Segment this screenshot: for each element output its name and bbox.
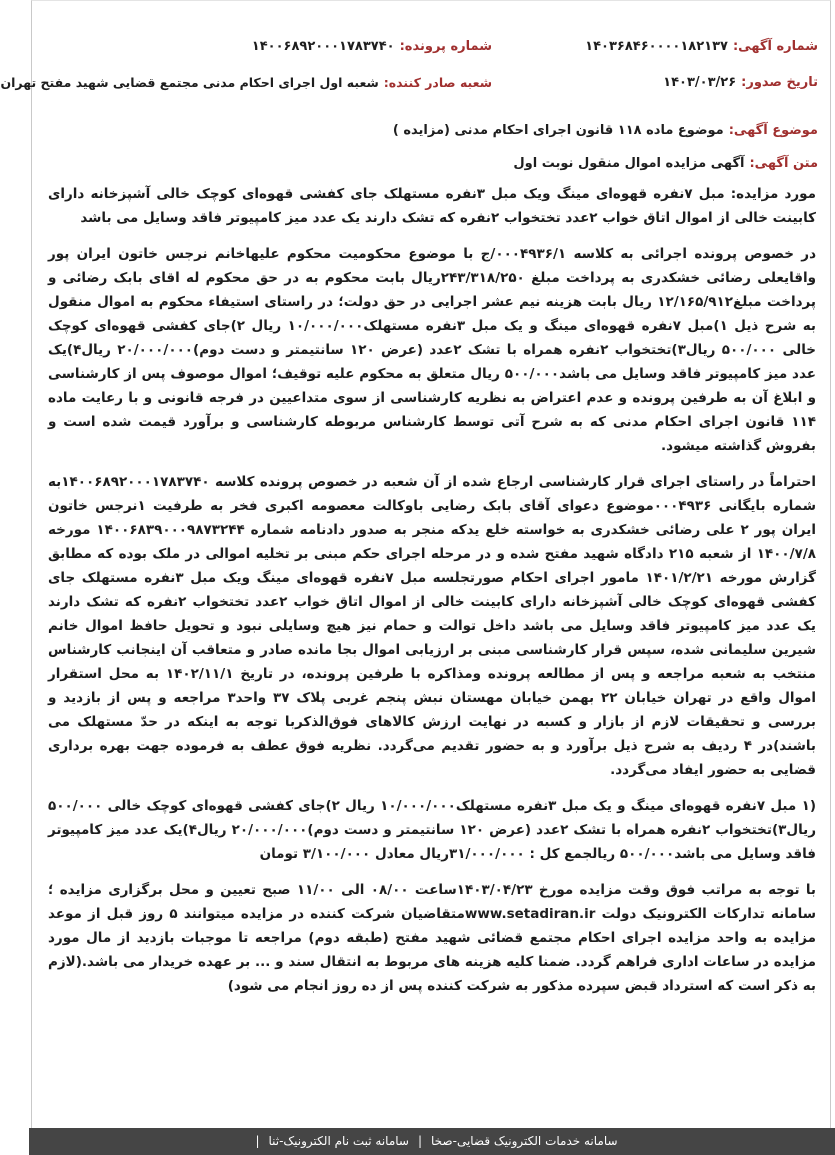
- footer-bar: [29, 1128, 835, 1155]
- footer-link-sakha[interactable]: سامانه خدمات الکترونیک قضایی-صخا: [431, 1134, 618, 1148]
- case-number: [0, 32, 492, 62]
- case-number-label: شماره پرونده:: [399, 39, 492, 54]
- setadiran-url: www.setadiran.ir: [464, 906, 596, 922]
- notice-number: [500, 32, 818, 62]
- issue-date: [500, 68, 818, 98]
- expert-report-paragraph: احتراماً در راستای اجرای قرار کارشناسی ارجاع شده از آن شعبه در خصوص پرونده کلاسه ۱۴۰۰۶۸۹۲۰۰۰۱۷۸۳۷۴۰به شماره بایگانی ۰۰۰۴۹۳۶موضوع دعوای آقای بابک رضایی باوکالت معصومه اکبری فخر به طرفیت ۱نرجس خاتون ایران پور ۲ علی رضائی خشکدری به خواسته خلع یدکه منجر به صدور دادنامه شماره ۱۴۰۰۶۸۳۹۰۰۰۹۸۷۳۲۴۴ مورخه ۱۴۰۰/۷/۸ از شعبه ۲۱۵ دادگاه شهید مفتح شده و در مرحله اجرای حکم مبنی بر تخلیه اموالی در ملک بوده که مطابق گزارش مورخه ۱۴۰۱/۲/۲۱ مامور اجرای احکام صورتجلسه مبل ۷نفره قهوه‌ای مینگ ویک مبل ۳نفره مستهلک جای کفشی قهوه‌ای کوچک خالی آشپزخانه دارای کابینت خالی از اموال اتاق خواب ۲عدد تختخواب ۲نفره که تشک دارند یک عدد میز کامپیوتر فاقد وسایل می باشد داخل توالت و حمام نیز هیچ وسایلی نبود و تحویل حافظ اموال خانم شیرین سلیمانی شده، سپس قرار کارشناسی مبنی بر ارزیابی اموال بجا مانده صادر و متعاقب آن اینجانب کارشناس منتخب به شعبه مراجعه و پس از مطالعه پرونده ومذاکره با طرفین پرونده، در تاریخ ۱۴۰۲/۱۱/۱ به محل استقرار اموال واقع در تهران خیابان ۲۲ بهمن خیابان مهستان نبش پنجم غربی پلاک ۳۷ واحد۳ مراجعه و پس از بازدید و بررسی و تحقیقات لازم از بازار و کسبه در نهایت ارزش کالاهای فوق‌الذکربا توجه به اینکه در حدّ مستهلک می باشند)در ۴ ردیف به شرح ذیل برآورد و به حضور تقدیم می‌گردد. نظریه فوق عطف به فرموده جهت بهره برداری قضایی به حضور ایفاد می‌گردد.: [48, 474, 817, 778]
- footer-link-sana[interactable]: سامانه ثبت نام الکترونیک-ثنا: [268, 1134, 409, 1148]
- footer-separator-end: |: [255, 1134, 260, 1148]
- notice-text-title: [46, 150, 818, 178]
- auction-schedule-paragraph: [48, 878, 816, 998]
- case-details-paragraph: در خصوص پرونده اجرائی به کلاسه ۰۰۰۴۹۳۶/۱/ج با موضوع محکومیت محکوم علیهاخانم نرجس خاتون ایران پور واقایعلی رضائی خشکدری به پرداخت مبلغ ۲۴۳/۳۱۸/۲۵۰ریال بابت محکوم به در حق محکوم له اقای بابک رضائی و پرداخت مبلغ۱۲/۱۶۵/۹۱۲ ریال بابت هزینه نیم عشر اجرایی در حق دولت؛ در راستای استیفاء محکوم به اموال منقول به شرح ذیل ۱)مبل ۷نفره قهوه‌ای مینگ و یک مبل ۳نفره مستهلک۱۰/۰۰۰/۰۰۰ ریال ۲)جای کفشی قهوه‌ای کوچک خالی ۵۰۰/۰۰۰ ریال۳)تختخواب ۲نفره همراه با تشک ۲عدد (عرض ۱۲۰ سانتیمتر و دست دوم)۲۰/۰۰۰/۰۰۰ ریال۴)یک عدد میز کامپیوتر فاقد وسایل می باشد۵۰۰/۰۰۰ ریال متعلق به محکوم علیه توقیف؛ اموال موصوف پس از کارشناسی و ابلاغ آن به طرفین پرونده و عدم اعتراض به نظریه کارشناسی از سوی متداعیین در فرجه قانونی و با رعایت ماده ۱۱۴ قانون اجرای احکام مدنی که به شرح آتی توسط کارشناس مربوطه کارشناسی و برآورد قیمت شده است و بفروش گذاشته میشود.: [48, 246, 817, 454]
- notice-subject-label: موضوع آگهی:: [728, 123, 818, 138]
- footer-separator: |: [417, 1134, 423, 1148]
- notice-number-value: ۱۴۰۳۶۸۴۶۰۰۰۰۱۸۲۱۳۷: [585, 39, 728, 54]
- notice-text-label: متن آگهی:: [749, 156, 818, 171]
- schedule-text-before: با توجه به مراتب فوق وقت مزایده مورخ ۱۴۰۳/۰۴/۲۳ساعت ۰۸/۰۰ الی ۱۱/۰۰ صبح تعیین و محل برگزاری مزایده ؛سامانه تدارکات الکترونیک دولت: [48, 882, 816, 922]
- auction-items-paragraph: مورد مزایده: مبل ۷نفره قهوه‌ای مینگ ویک مبل ۳نفره مستهلک جای کفشی قهوه‌ای کوچک خالی آشپزخانه دارای کابینت خالی از اموال اتاق خواب ۲عدد تختخواب ۲نفره که تشک دارند یک عدد میز کامپیوتر فاقد وسایل می باشد: [48, 186, 816, 226]
- valuation-paragraph: (۱ مبل ۷نفره قهوه‌ای مینگ و یک مبل ۳نفره مستهلک۱۰/۰۰۰/۰۰۰ ریال ۲)جای کفشی قهوه‌ای کوچک خالی ۵۰۰/۰۰۰ ریال۳)تختخواب ۲نفره همراه با تشک ۲عدد (عرض ۱۲۰ سانتیمتر و دست دوم)۲۰/۰۰۰/۰۰۰ ریال۴)یک عدد میز کامپیوتر فاقد وسایل می باشد۵۰۰/۰۰۰ ریالجمع کل : ۳۱/۰۰۰/۰۰۰ریال معادل ۳/۱۰۰/۰۰۰ تومان: [48, 798, 816, 862]
- issuing-branch-label: شعبه صادر کننده:: [383, 75, 492, 90]
- issue-date-label: تاریخ صدور:: [741, 75, 818, 90]
- notice-text-title-value: آگهی مزایده اموال منقول نوبت اول: [513, 156, 745, 171]
- issuing-branch: [0, 68, 492, 98]
- notice-number-label: شماره آگهی:: [732, 39, 818, 54]
- issuing-branch-value: شعبه اول اجرای احکام مدنی مجتمع قضایی شهید مفتح تهران: [0, 75, 379, 90]
- notice-subject-value: موضوع ماده ۱۱۸ قانون اجرای احکام مدنی (مزایده ): [392, 123, 724, 138]
- issue-date-value: ۱۴۰۳/۰۳/۲۶: [663, 75, 737, 90]
- case-number-value: ۱۴۰۰۶۸۹۲۰۰۰۱۷۸۳۷۴۰: [251, 39, 395, 54]
- notice-meta: [0, 32, 818, 98]
- schedule-text-after: متقاضیان شرکت کننده در مزایده میتوانند ۵ روز قبل از موعد مزایده به واحد مزایده اجرای احکام مجتمع قضائی شهید مفتح (طبقه دوم) مراجعه تا موجبات بازدید از مال مورد مزایده در ساعات اداری فراهم گردد. ضمنا کلیه هزینه های مربوط به انتقال سند و ... بر عهده خریدار می باشد.(لازم به ذکر است که استرداد قبض سپرده مذکور به شرکت کننده پس از ده روز انجام می شود): [48, 906, 816, 994]
- notice-subject: [46, 117, 818, 145]
- notice-body: [48, 182, 816, 1122]
